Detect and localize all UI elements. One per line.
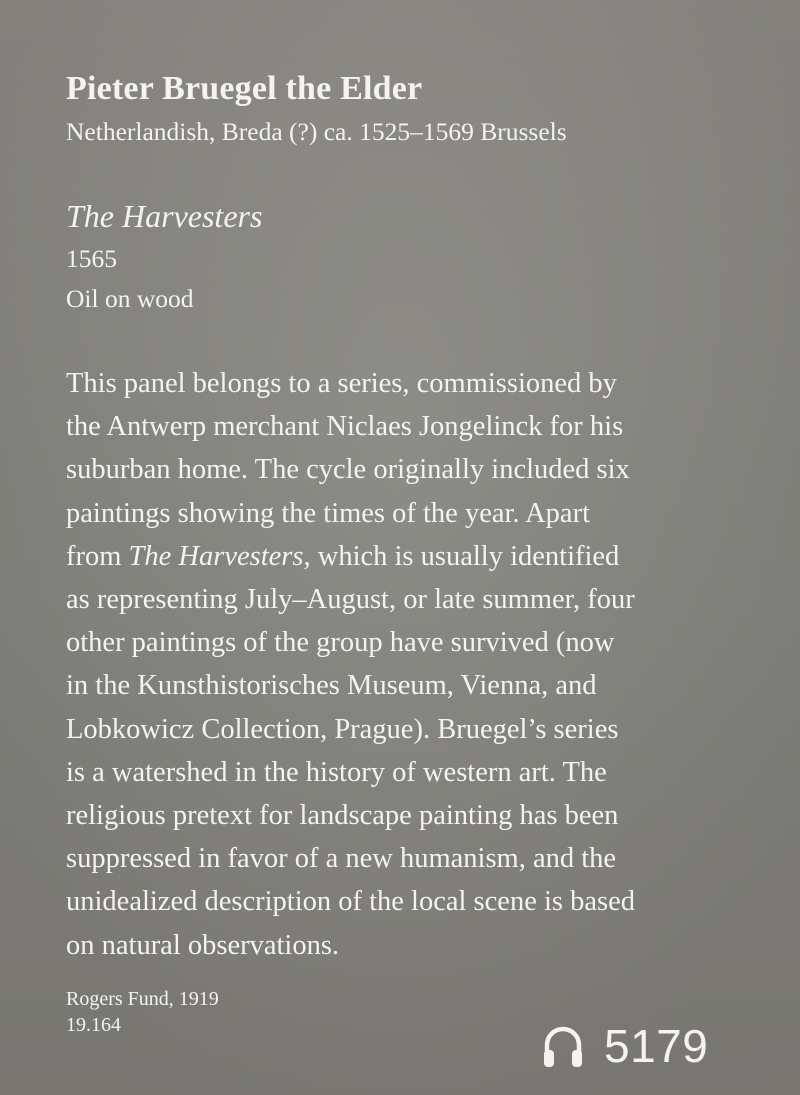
description-text: , which is usually identified — [303, 540, 620, 572]
artwork-date: 1565 — [66, 244, 117, 273]
headphones-icon — [542, 1023, 584, 1069]
accession-number: 19.164 — [66, 1014, 121, 1036]
description-line: in the Kunsthistorisches Museum, Vienna, and — [66, 670, 597, 702]
description-line: on natural observations. — [66, 929, 340, 961]
description-line: as representing July–August, or late summer, four — [66, 584, 635, 616]
description-line: Lobkowicz Collection, Prague). Bruegel’s series — [66, 713, 619, 745]
description-line: suppressed in favor of a new humanism, and the — [66, 843, 617, 875]
description-text: from — [66, 540, 129, 572]
description-line: is a watershed in the history of western art. The — [66, 756, 607, 788]
artwork-description — [66, 362, 766, 967]
description-line: suburban home. The cycle originally included six — [66, 454, 630, 486]
description-line: religious pretext for landscape painting has been — [66, 800, 619, 832]
description-line: the Antwerp merchant Niclaes Jongelinck for his — [66, 411, 624, 443]
description-line: paintings showing the times of the year. Apart — [66, 497, 590, 529]
artwork-medium: Oil on wood — [66, 284, 194, 313]
audio-guide — [542, 1018, 708, 1074]
description-line: unidealized description of the local scene is based — [66, 886, 635, 918]
description-line — [66, 535, 766, 578]
credit-line: Rogers Fund, 1919 — [66, 988, 219, 1010]
audio-guide-number: 5179 — [604, 1020, 709, 1072]
description-italic-title: The Harvesters — [128, 540, 304, 572]
artwork-title: The Harvesters — [66, 198, 263, 234]
description-line: other paintings of the group have survived (now — [66, 627, 615, 659]
artist-bio: Netherlandish, Breda (?) ca. 1525–1569 Brussels — [66, 117, 567, 146]
artist-name: Pieter Bruegel the Elder — [66, 70, 423, 107]
description-line: This panel belongs to a series, commissioned by — [66, 368, 617, 399]
